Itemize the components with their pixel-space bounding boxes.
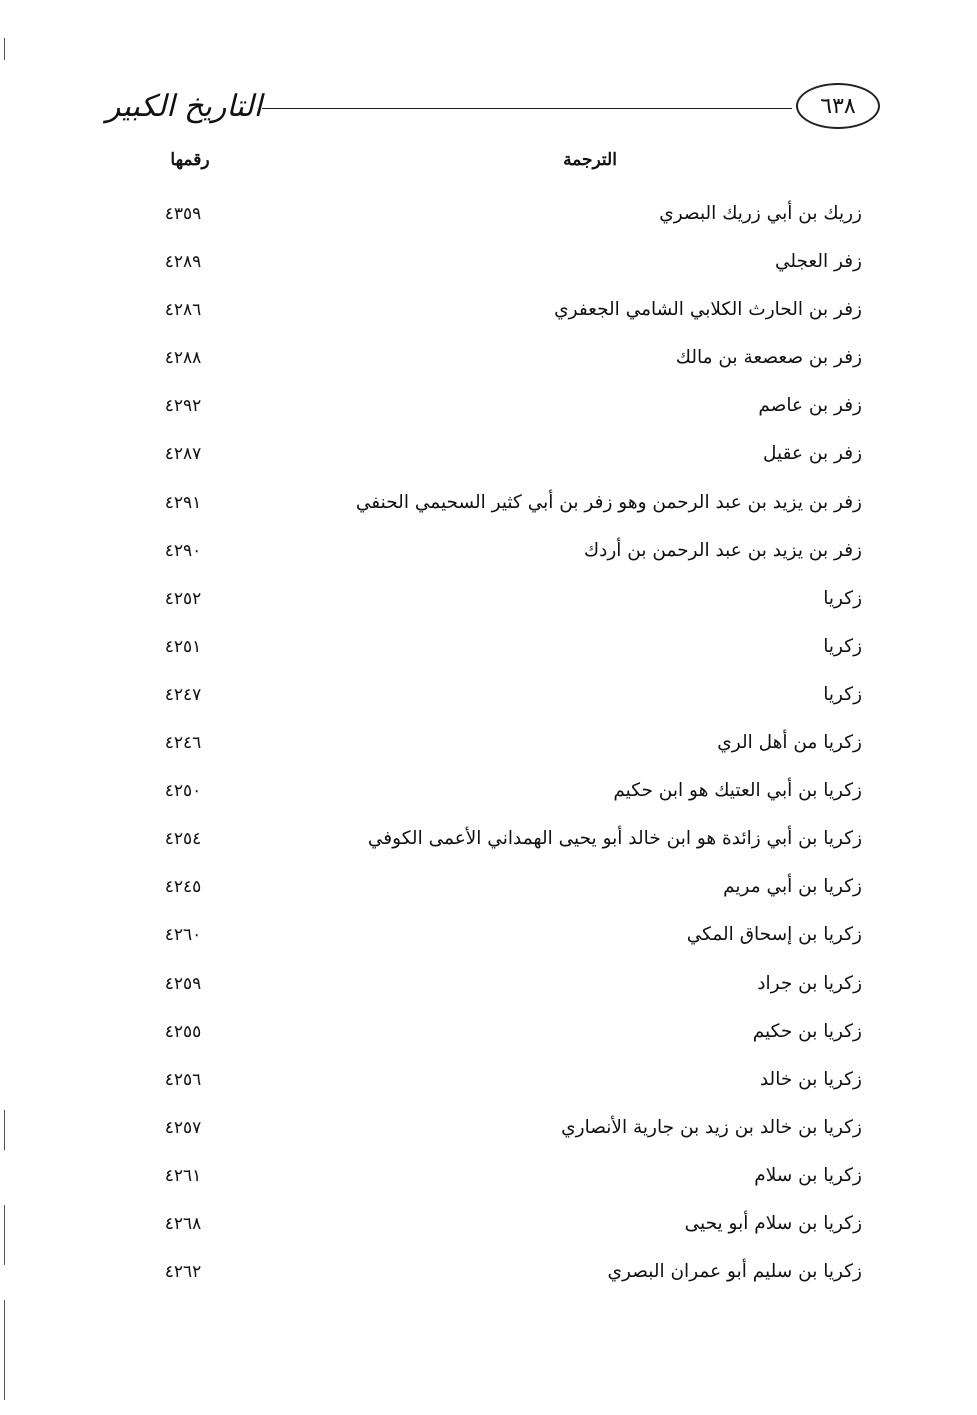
column-header-name: الترجمة (563, 150, 617, 170)
entry-number: ٤٢٥٠ (164, 781, 202, 802)
entry-number: ٤٢٥٦ (164, 1069, 202, 1090)
index-row (0, 966, 977, 1014)
entry-name: زكريا من أهل الري (717, 732, 862, 754)
entry-number: ٤٢٤٥ (164, 877, 202, 898)
entry-number: ٤٢٨٨ (164, 348, 202, 369)
index-row (0, 1062, 977, 1110)
index-row (0, 485, 977, 533)
index-row (0, 292, 977, 340)
index-row (0, 821, 977, 869)
page-header (105, 83, 880, 137)
entry-number: ٤٢٥٢ (164, 588, 202, 609)
entry-number: ٤٢٥٤ (164, 829, 202, 850)
index-row (0, 533, 977, 581)
entry-name: زفر بن عاصم (758, 395, 862, 417)
entry-number: ٤٢٦١ (164, 1165, 202, 1186)
entry-name: زفر بن يزيد بن عبد الرحمن بن أردك (583, 539, 862, 561)
entry-name: زفر بن يزيد بن عبد الرحمن وهو زفر بن أبي كثير السحيمي الحنفي (355, 491, 862, 513)
entry-number: ٤٢٦٨ (164, 1213, 202, 1234)
entry-name: زفر العجلي (774, 251, 862, 273)
entry-name: زكريا بن إسحاق المكي (686, 924, 862, 946)
index-row (0, 725, 977, 773)
entry-name: زكريا بن أبي العتيك هو ابن حكيم (613, 780, 862, 802)
entry-number: ٤٢٥٧ (164, 1117, 202, 1138)
scan-edge-mark (4, 1205, 5, 1265)
entry-name: زكريا بن خالد (759, 1068, 862, 1090)
index-row (0, 1206, 977, 1254)
scan-edge-mark (4, 1300, 5, 1400)
index-row (0, 869, 977, 917)
entry-number: ٤٣٥٩ (164, 204, 202, 224)
index-row (0, 340, 977, 388)
page-number: ٦٣٨ (796, 83, 880, 129)
index-row (0, 773, 977, 821)
entry-name: زكريا بن أبي مريم (723, 876, 862, 898)
index-row (0, 917, 977, 965)
index-row (0, 581, 977, 629)
index-list (0, 196, 977, 1302)
entry-name: زكريا بن سليم أبو عمران البصري (607, 1261, 862, 1283)
index-row (0, 196, 977, 244)
entry-name: زكريا بن خالد بن زيد بن جارية الأنصاري (561, 1116, 862, 1138)
index-row (0, 244, 977, 292)
index-row (0, 677, 977, 725)
index-row (0, 629, 977, 677)
index-row (0, 1158, 977, 1206)
entry-number: ٤٢٩١ (164, 492, 202, 513)
entry-name: زكريا بن أبي زائدة هو ابن خالد أبو يحيى الهمداني الأعمى الكوفي (367, 828, 862, 850)
entry-name: زفر بن الحارث الكلابي الشامي الجعفري (554, 299, 862, 321)
index-row (0, 1110, 977, 1158)
entry-name: زكريا (823, 683, 862, 705)
entry-number: ٤٢٩٠ (164, 540, 202, 561)
index-row (0, 388, 977, 436)
entry-number: ٤٢٦٠ (164, 925, 202, 946)
entry-name: زكريا بن سلام أبو يحيى (684, 1212, 862, 1234)
header-rule (262, 108, 792, 109)
entry-number: ٤٢٥٥ (164, 1021, 202, 1042)
index-row (0, 1254, 977, 1302)
entry-number: ٤٢٨٦ (164, 300, 202, 321)
entry-name: زكريا بن جراد (757, 972, 862, 994)
book-title: التاريخ الكبير (105, 89, 262, 124)
scan-edge-mark (4, 1110, 5, 1150)
index-row (0, 1014, 977, 1062)
entry-number: ٤٢٦٢ (164, 1262, 202, 1283)
entry-name: زكريا بن سلام (754, 1164, 862, 1186)
entry-number: ٤٢٩٢ (164, 396, 202, 417)
entry-number: ٤٢٥٩ (164, 973, 202, 994)
index-row (0, 436, 977, 484)
entry-name: زريك بن أبي زريك البصري (659, 203, 862, 224)
entry-number: ٤٢٨٧ (164, 444, 202, 465)
entry-number: ٤٢٥١ (164, 636, 202, 657)
entry-number: ٤٢٤٧ (164, 684, 202, 705)
entry-number: ٤٢٨٩ (164, 252, 202, 273)
entry-name: زفر بن عقيل (763, 443, 862, 465)
entry-name: زفر بن صعصعة بن مالك (675, 347, 862, 369)
entry-name: زكريا (823, 635, 862, 657)
entry-name: زكريا بن حكيم (752, 1020, 862, 1042)
scan-edge-mark (4, 38, 5, 60)
entry-number: ٤٢٤٦ (164, 733, 202, 754)
entry-name: زكريا (823, 587, 862, 609)
column-header-number: رقمها (170, 150, 210, 170)
